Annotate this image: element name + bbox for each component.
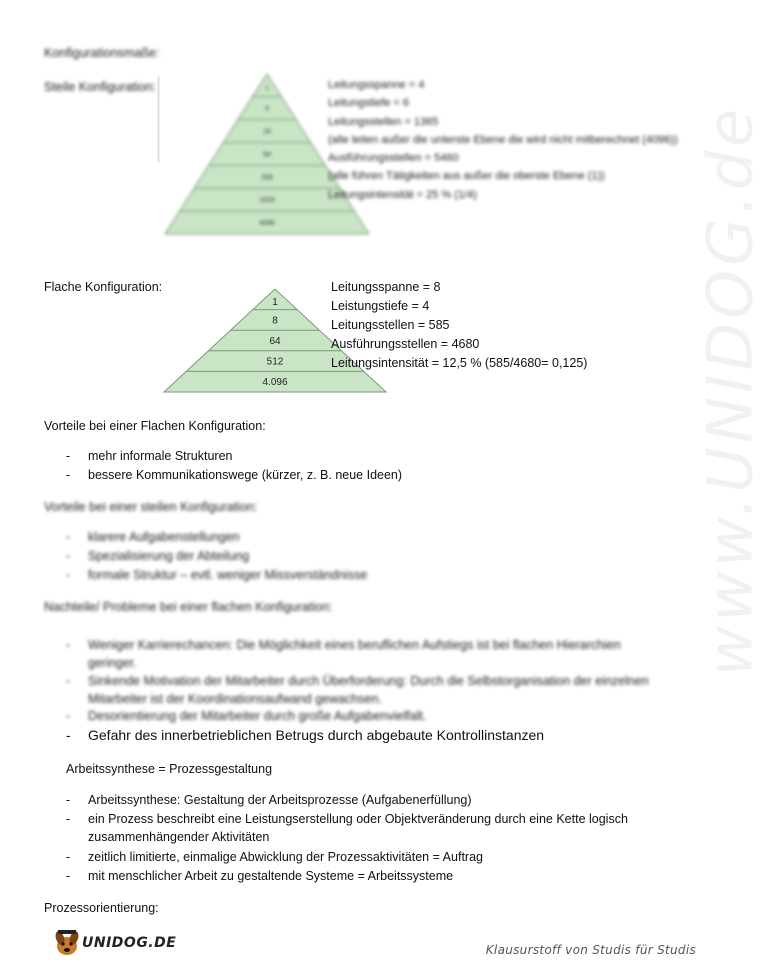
pyramid-level-label: 256 [261,174,273,182]
arbeitssynthese-heading: Arbeitssynthese = Prozessgestaltung [66,762,273,776]
steile-metric: Ausführungsstellen = 5460 [328,152,459,165]
vorteile-steil-heading: Vorteile bei einer steilen Konfiguration: [44,500,258,514]
flache-metric: Leitungsintensität = 12,5 % (585/4680= 0,125) [331,356,588,370]
nachteile-heading: Nachteile/ Probleme bei einer flachen Konfiguration: [44,600,333,614]
flache-metric: Leitungsstellen = 585 [331,318,450,332]
steile-metric: (alle führen Tätigkeiten aus außer die oberste Ebene (1)) [328,170,605,183]
pyramid-level-label: 4096 [259,220,275,228]
doc-title: Konfigurationsmaße: [44,46,160,60]
flache-label: Flache Konfiguration: [44,280,163,294]
pyramid-level-label: 4 [265,105,269,113]
prozessorientierung-heading: Prozessorientierung: [44,901,159,915]
steile-label: Steile Konfiguration: [44,80,156,94]
watermark: www.UNIDOG.de [693,104,767,677]
pyramid-level-label: 4.096 [262,377,288,389]
pyramid-level-label: 1 [265,84,269,92]
footer-tagline: Klausurstoff von Studis für Studis [485,943,696,957]
flache-metric: Ausführungsstellen = 4680 [331,337,480,351]
steile-metrics [328,76,678,204]
steile-metric: (alle leiten außer die unterste Ebene die wird nicht mitberechnet (4096)) [328,133,678,146]
pyramid-level-label: 16 [263,128,271,136]
steile-metric: Leitungsspanne = 4 [328,79,425,91]
pyramid-level-label: 1024 [259,197,275,205]
footer-logo [52,928,177,958]
steile-metric: Leitungstiefe = 6 [328,97,410,110]
pyramid-level-label: 64 [263,151,271,159]
pyramid-level-label: 1 [272,296,278,308]
steile-metric: Leitungsstellen = 1365 [328,115,439,128]
pyramid-level-label: 64 [269,336,281,347]
vorteile-flach-heading: Vorteile bei einer Flachen Konfiguration: [44,419,266,433]
flache-metric: Leistungstiefe = 4 [331,299,430,313]
dog-icon [52,928,82,958]
divider [158,76,159,162]
flache-metrics [331,278,587,373]
pyramid-level-label: 512 [266,356,284,368]
pyramid-level-label: 8 [272,315,278,327]
flache-metric: Leitungsspanne = 8 [331,280,441,294]
logo-text: UNIDOG.DE [82,935,177,951]
steile-metric: Leitungsintensität = 25 % (1/4) [328,188,477,201]
